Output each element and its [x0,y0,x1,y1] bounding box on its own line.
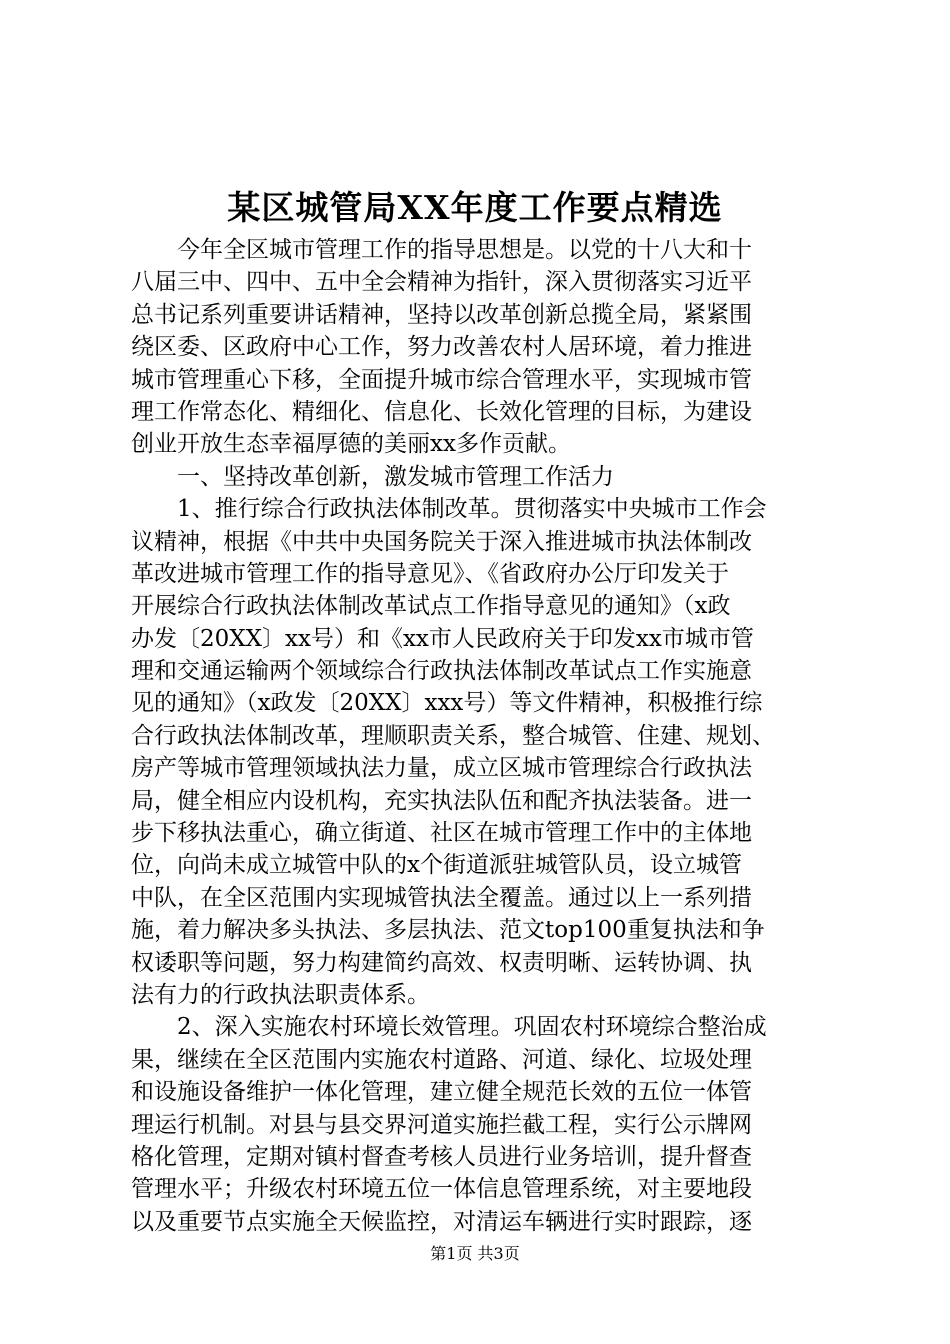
text-line: 理和交通运输两个领域综合行政执法体制改革试点工作实施意 [131,658,752,685]
text-line: 法有力的行政执法职责体系。 [131,981,430,1008]
text-line: 房产等城市管理领域执法力量，成立区城市管理综合行政执法 [131,755,752,782]
text-line: 八届三中、四中、五中全会精神为指针，深入贯彻落实习近平 [131,269,752,296]
text-line: 权诿职等问题，努力构建简约高效、权责明晰、运转协调、执 [131,949,752,976]
document-title: 某区城管局XX年度工作要点精选 [227,188,723,227]
text-line: 施，着力解决多头执法、多层执法、范文top100重复执法和争 [131,917,765,944]
document-body [131,234,831,1238]
text-line: 步下移执法重心，确立街道、社区在城市管理工作中的主体地 [131,820,752,847]
text-line: 果，继续在全区范围内实施农村道路、河道、绿化、垃圾处理 [131,1046,752,1073]
text-line: 位，向尚未成立城管中队的x个街道派驻城管队员，设立城管 [131,852,742,879]
text-line: 绕区委、区政府中心工作，努力改善农村人居环境，着力推进 [131,334,752,361]
text-line: 开展综合行政执法体制改革试点工作指导意见的通知》（x政 [131,593,731,620]
text-line: 总书记系列重要讲话精神，坚持以改革创新总揽全局，紧紧围 [131,301,752,328]
text-line: 中队，在全区范围内实现城管执法全覆盖。通过以上一系列措 [131,884,752,911]
text-line: 理运行机制。对县与县交界河道实施拦截工程，实行公示牌网 [131,1111,752,1138]
text-line: 和设施设备维护一体化管理，建立健全规范长效的五位一体管 [131,1079,752,1106]
text-line: 革改进城市管理工作的指导意见》、《省政府办公厅印发关于 [131,560,729,587]
text-line: 今年全区城市管理工作的指导思想是。以党的十八大和十 [177,237,752,263]
text-line: 格化管理，定期对镇村督查考核人员进行业务培训，提升督查 [131,1143,752,1170]
text-line: 管理水平；升级农村环境五位一体信息管理系统，对主要地段 [131,1176,752,1203]
text-line: 以及重要节点实施全天候监控，对清运车辆进行实时跟踪，逐 [131,1208,752,1235]
text-line: 见的通知》（x政发〔20XX〕xxx号）等文件精神，积极推行综 [131,690,763,717]
text-line: 创业开放生态幸福厚德的美丽xx多作贡献。 [131,431,571,458]
text-line: 办发〔20XX〕xx号）和《xx市人民政府关于印发xx市城市管 [131,625,754,652]
text-line: 1、推行综合行政执法体制改革。贯彻落实中央城市工作会 [177,496,767,523]
text-line: 2、深入实施农村环境长效管理。巩固农村环境综合整治成 [177,1014,767,1041]
text-line: 城市管理重心下移，全面提升城市综合管理水平，实现城市管 [131,366,752,393]
section-heading: 一、坚持改革创新，激发城市管理工作活力 [177,463,614,490]
text-line: 局，健全相应内设机构，充实执法队伍和配齐执法装备。进一 [131,787,752,814]
page-number: 第1页 共3页 [430,1244,520,1263]
text-line: 合行政执法体制改革，理顺职责关系，整合城管、住建、规划、 [131,722,775,749]
text-line: 议精神，根据《中共中央国务院关于深入推进城市执法体制改 [131,528,752,555]
text-line: 理工作常态化、精细化、信息化、长效化管理的目标，为建设 [131,398,752,425]
